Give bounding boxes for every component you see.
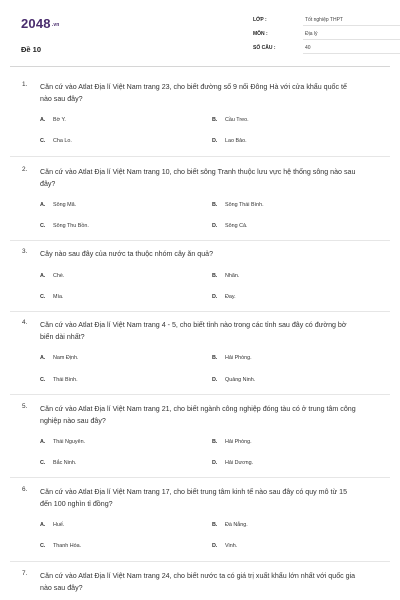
question-divider — [10, 240, 390, 241]
option-c[interactable]: C. Bắc Ninh. — [40, 460, 77, 466]
option-c[interactable]: C. Mía. — [40, 294, 64, 300]
question-divider — [10, 477, 390, 478]
option-c[interactable]: C. Thanh Hóa. — [40, 543, 82, 549]
option-d[interactable]: D. Quảng Ninh. — [212, 377, 256, 383]
question-text: Căn cứ vào Atlat Địa lí Việt Nam trang 17, cho biết trung tâm kinh tế nào sau đây có quy mô từ 15 đến 100 nghìn tỉ đồng? — [40, 488, 348, 508]
option-b[interactable]: B. Hải Phòng. — [212, 355, 252, 361]
option-b[interactable]: B. Sông Thái Bình. — [212, 202, 264, 208]
option-a[interactable]: A. Huế. — [40, 522, 65, 528]
question-text: Căn cứ vào Atlat Địa lí Việt Nam trang 4 - 5, cho biết tỉnh nào trong các tỉnh sau đây có đường bờ biển dài nhất? — [40, 321, 347, 341]
option-a[interactable]: A. Sông Mã. — [40, 202, 77, 208]
header-divider — [10, 66, 390, 67]
option-b[interactable]: B. Nhãn. — [212, 273, 240, 279]
option-a[interactable]: A. Chè. — [40, 273, 65, 279]
meta-class: LỚP : Tốt nghiệp THPT — [253, 14, 400, 28]
option-c[interactable]: C. Cha Lo. — [40, 138, 72, 144]
question-divider — [10, 156, 390, 157]
option-d[interactable]: D. Hải Dương. — [212, 460, 254, 466]
site-logo[interactable]: 2048.vn — [21, 16, 60, 31]
exam-meta — [253, 14, 400, 56]
question-divider — [10, 561, 390, 562]
option-b[interactable]: B. Đà Nẵng. — [212, 522, 248, 528]
option-c[interactable]: C. Thái Bình. — [40, 377, 78, 383]
question-text: Cây nào sau đây của nước ta thuộc nhóm cây ăn quả? — [40, 250, 214, 258]
question-text: Căn cứ vào Atlat Địa lí Việt Nam trang 23, cho biết đường số 9 nối Đông Hà với cửa khẩu quốc tế nào sau đây? — [40, 83, 347, 103]
option-d[interactable]: D. Sông Cả. — [212, 223, 248, 229]
option-c[interactable]: C. Sông Thu Bồn. — [40, 223, 89, 229]
option-d[interactable]: D. Đay. — [212, 294, 236, 300]
exam-page: 2048.vn Đề 10 LỚP : Tốt nghiệp THPT MÔN : Địa lý SỐ CÂU : 40 1. Căn cứ vào Atlat Địa lí Việt Nam trang 23, cho biết đường số 9 nối Đông Hà với cửa khẩu quốc tế nào sau đây? A. Bờ Y. B. Cầu Treo. C. Cha Lo. D. Lao Bảo. 2. Căn cứ vào Atlat Địa lí Việt Nam trang 10, cho biết sông Tranh thuộc lưu vực hệ thống sông nào sau đây? A. Sông Mã. B. Sông Thái Bình. C. Sông Thu Bồn. D. Sông Cả. 3. Cây nào sau đây của nước ta thuộc nhóm cây ăn quả? A. Chè. B. Nhãn. C. Mía. D. Đay. 4. Căn cứ vào Atlat Địa lí Việt Nam trang 4 - 5, cho biết tỉnh nào trong các tỉnh sau đây có đường bờ biển dài nhất? A. Nam Định. B. Hải Phòng. C. Thái Bình. D. Quảng Ninh. 5. Căn cứ vào Atlat Địa lí Việt Nam trang 21, cho biết ngành công nghiệp đóng tàu có ở trung tâm công nghiệp nào sau đây? A. Thái Nguyên. B. Hải Phòng. C. Bắc Ninh. D. Hải Dương. 6. Căn cứ vào Atlat Địa lí Việt Nam trang 17, cho biết trung tâm kinh tế nào sau đây có quy mô từ 15 đến 100 nghìn tỉ đồng? A. Huế. B. Đà Nẵng. C. Thanh Hóa. D. Vinh. 7. Căn cứ vào Atlat Địa lí Việt Nam trang 24, cho biết nước ta có giá trị xuất khẩu lớn nhất với quốc gia nào sau đây? — [0, 0, 400, 600]
question-divider — [10, 394, 390, 395]
question-divider — [10, 311, 390, 312]
option-b[interactable]: B. Hải Phòng. — [212, 439, 252, 445]
option-d[interactable]: D. Lao Bảo. — [212, 138, 247, 144]
question-text: Căn cứ vào Atlat Địa lí Việt Nam trang 24, cho biết nước ta có giá trị xuất khẩu lớn nhất với quốc gia nào sau đây? — [40, 572, 356, 592]
option-b[interactable]: B. Cầu Treo. — [212, 117, 249, 123]
exam-title: Đề 10 — [21, 45, 42, 54]
question-text: Căn cứ vào Atlat Địa lí Việt Nam trang 21, cho biết ngành công nghiệp đóng tàu có ở trung tâm công nghiệp nào sau đây? — [40, 405, 356, 425]
meta-question-count: SỐ CÂU : 40 — [253, 42, 400, 56]
exam-header — [21, 14, 381, 60]
meta-subject: MÔN : Địa lý — [253, 28, 400, 42]
option-a[interactable]: A. Nam Định. — [40, 355, 79, 361]
option-a[interactable]: A. Thái Nguyên. — [40, 439, 86, 445]
question-text: Căn cứ vào Atlat Địa lí Việt Nam trang 10, cho biết sông Tranh thuộc lưu vực hệ thống sông nào sau đây? — [40, 168, 356, 188]
option-a[interactable]: A. Bờ Y. — [40, 117, 66, 123]
option-d[interactable]: D. Vinh. — [212, 543, 238, 549]
